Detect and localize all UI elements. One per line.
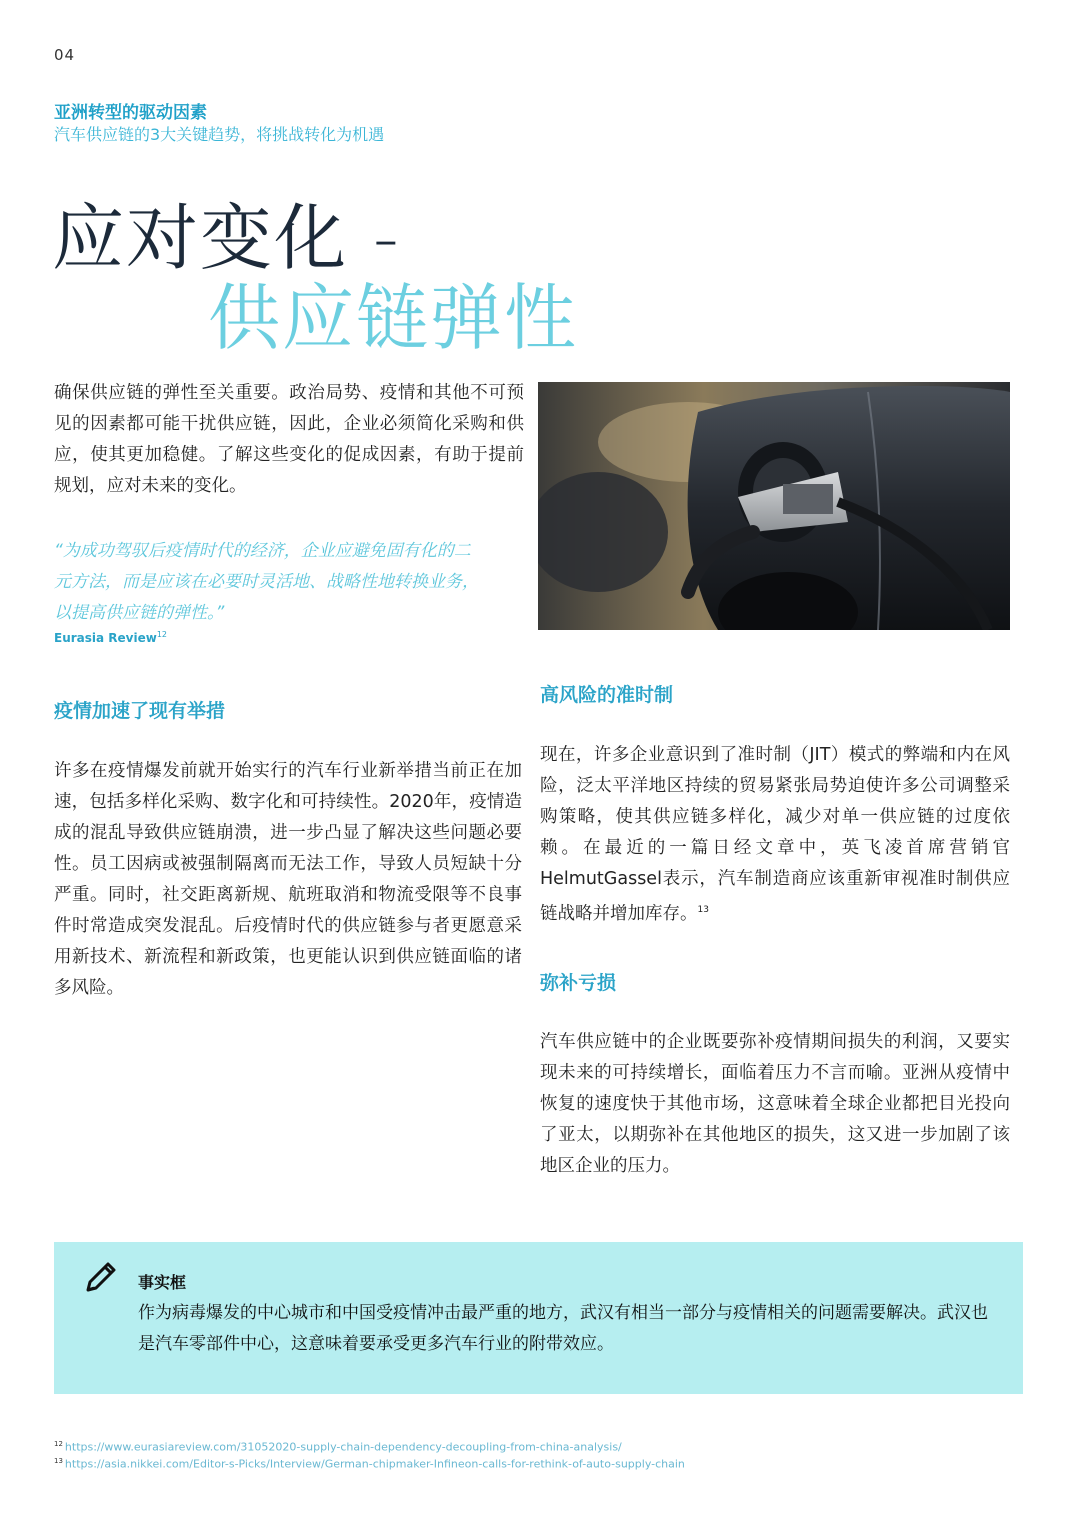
footnote-number: 13 bbox=[54, 1457, 63, 1465]
heading-jit: 高风险的准时制 bbox=[540, 684, 674, 706]
quote-source-name: Eurasia Review bbox=[54, 631, 157, 645]
section-title: 亚洲转型的驱动因素 bbox=[54, 103, 207, 123]
fact-box bbox=[54, 1242, 1023, 1394]
footnote-12 bbox=[54, 1440, 622, 1454]
pencil-icon bbox=[80, 1258, 120, 1298]
pull-quote: “为成功驾驭后疫情时代的经济，企业应避免固有化的二元方法，而是应该在必要时灵活地、战略性地转换业务，以提高供应链的弹性。” bbox=[54, 541, 479, 623]
quote-ref: 12 bbox=[156, 630, 168, 639]
fact-box-text: 作为病毒爆发的中心城市和中国受疫情冲击最严重的地方，武汉有相当一部分与疫情相关的问题需要解决。武汉也是汽车零部件中心，这意味着要承受更多汽车行业的附带效应。 bbox=[138, 1303, 988, 1354]
section-subtitle: 汽车供应链的3大关键趋势，将挑战转化为机遇 bbox=[54, 125, 385, 144]
jit-ref: 13 bbox=[697, 905, 709, 915]
ev-charging-photo-graphic bbox=[538, 382, 1010, 630]
heading-pandemic: 疫情加速了现有举措 bbox=[54, 700, 226, 722]
intro-paragraph: 确保供应链的弹性至关重要。政治局势、疫情和其他不可预见的因素都可能干扰供应链，因此，企业必须简化采购和供应，使其更加稳健。了解这些变化的促成因素，有助于提前规划，应对未来的变化。 bbox=[54, 383, 524, 496]
footnote-link[interactable]: https://asia.nikkei.com/Editor-s-Picks/Interview/German-chipmaker-Infineon-calls-for-rethink-of-auto-supply-chain bbox=[64, 1457, 685, 1471]
paragraph-jit-text: 现在，许多企业意识到了准时制（JIT）模式的弊端和内在风险，泛太平洋地区持续的贸易紧张局势迫使许多公司调整采购策略，使其供应链多样化，减少对单一供应链的过度依赖。在最近的一篇日经文章中，英飞凌首席营销官HelmutGassel表示，汽车制造商应该重新审视准时制供应链战略并增加库存。 bbox=[540, 745, 1010, 924]
paragraph-jit bbox=[540, 740, 1010, 930]
footnote-link[interactable]: https://www.eurasiareview.com/31052020-supply-chain-dependency-decoupling-from-china-analysis/ bbox=[64, 1440, 622, 1454]
heading-losses: 弥补亏损 bbox=[540, 972, 617, 994]
fact-box-title: 事实框 bbox=[138, 1273, 187, 1292]
page-title-line-1: 应对变化 - bbox=[52, 196, 401, 280]
ev-charging-photo bbox=[538, 382, 1010, 630]
footnote-13 bbox=[54, 1457, 685, 1471]
footnote-number: 12 bbox=[54, 1440, 63, 1448]
paragraph-losses: 汽车供应链中的企业既要弥补疫情期间损失的利润，又要实现未来的可持续增长，面临着压力不言而喻。亚洲从疫情中恢复的速度快于其他市场，这意味着全球企业都把目光投向了亚太，以期弥补在其他地区的损失，这又进一步加剧了该地区企业的压力。 bbox=[540, 1032, 1010, 1176]
paragraph-pandemic: 许多在疫情爆发前就开始实行的汽车行业新举措当前正在加速，包括多样化采购、数字化和可持续性。2020年，疫情造成的混乱导致供应链崩溃，进一步凸显了解决这些问题必要性。员工因病或被强制隔离而无法工作，导致人员短缺十分严重。同时，社交距离新规、航班取消和物流受限等不良事件时常造成突发混乱。后疫情时代的供应链参与者更愿意采用新技术、新流程和新政策，也更能认识到供应链面临的诸多风险。 bbox=[54, 761, 522, 998]
page-title-line-2: 供应链弹性 bbox=[208, 276, 579, 360]
quote-source bbox=[54, 630, 167, 645]
page-number: 04 bbox=[54, 46, 76, 64]
